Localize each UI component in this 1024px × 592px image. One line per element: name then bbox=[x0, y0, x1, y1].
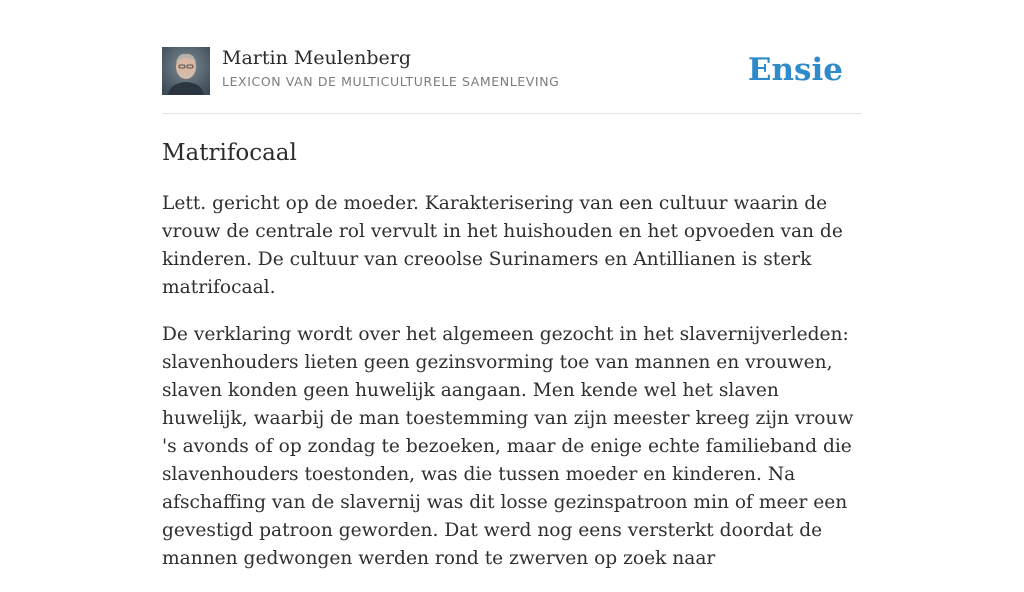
header-divider bbox=[162, 113, 862, 114]
article-body bbox=[162, 190, 862, 592]
author-header bbox=[162, 46, 862, 96]
article-paragraph: Lett. gericht op de moeder. Karakterisering van een cultuur waarin de vrouw de centrale rol vervult in het huishouden en het opvoeden van de kinderen. De cultuur van creoolse Surinamers en Antillianen is sterk matrifocaal. bbox=[162, 193, 843, 298]
article-paragraph: De verklaring wordt over het algemeen gezocht in het slavernijverleden: slavenhouders lieten geen gezinsvorming toe van mannen en vrouwen, slaven konden geen huwelijk aangaan. Men kende wel het slaven huwelijk, waarbij de man toestemming van zijn meester kreeg zijn vrouw 's avonds of op zondag te bezoeken, maar de enige echte familieband die slavenhouders toestonden, was die tussen moeder en kinderen. Na afschaffing van de slavernij was dit losse gezinspatroon min of meer een gevestigd patroon geworden. Dat werd nog eens versterkt doordat de mannen gedwongen werden rond te zwerven op zoek naar bbox=[162, 324, 854, 569]
avatar[interactable] bbox=[162, 47, 210, 95]
publication-name[interactable]: LEXICON VAN DE MULTICULTURELE SAMENLEVING bbox=[222, 74, 560, 89]
author-name[interactable]: Martin Meulenberg bbox=[222, 47, 411, 69]
ensie-logo[interactable]: Ensie bbox=[747, 52, 843, 88]
person-avatar-icon bbox=[162, 47, 210, 95]
article-title: Matrifocaal bbox=[162, 140, 297, 166]
